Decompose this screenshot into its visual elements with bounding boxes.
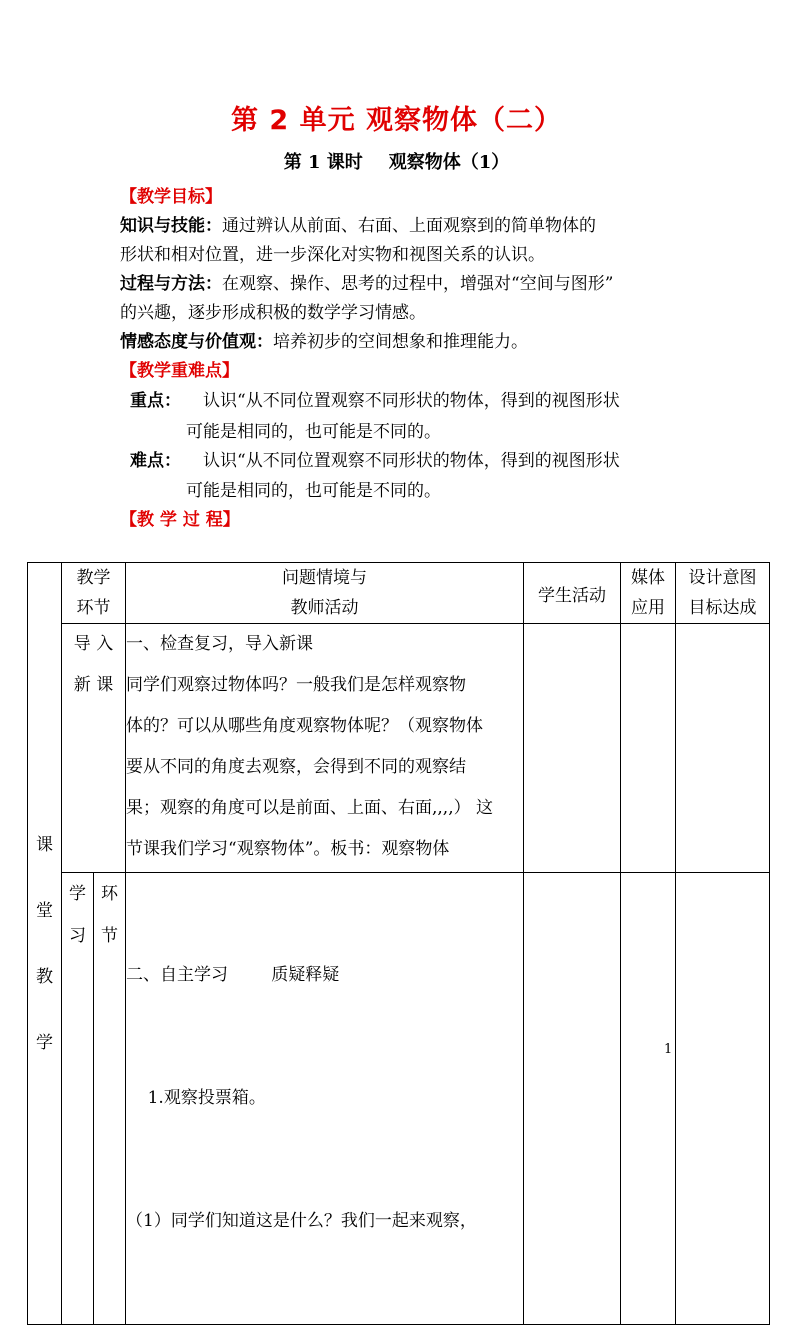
header-stage [62,563,126,624]
study-line-1: 二、自主学习 质疑释疑 [126,965,340,985]
study-activity-cell [126,873,524,1325]
diff-text-2: 可能是相同的，也可能是不同的。 [186,481,441,501]
intro-activity-cell [126,624,524,873]
knowledge-label: 知识与技能： [120,216,222,236]
header-media-line-2: 应用 [631,598,665,618]
intro-line-3: 体的？可以从哪些角度观察物体呢？（观察物体 [126,716,483,736]
stage-intro-cell [62,624,126,873]
header-media-line-1: 媒体 [631,568,665,588]
process-text-2: 的兴趣，逐步形成积极的数学学习情感。 [120,303,426,323]
diff-line-1 [130,450,620,472]
keypoints-heading: 【教学重难点】 [120,361,239,381]
intro-student-cell [524,624,621,873]
header-situation-line-2: 教师活动 [290,598,359,618]
header-situation-line-1: 问题情境与 [282,568,367,588]
intro-line-5: 果；观察的角度可以是前面、上面、右面,,,,） 这 [126,798,494,818]
key-label: 重点： [130,391,181,411]
header-situation [126,563,524,624]
header-stage-line-1: 教学 [76,568,111,588]
lesson-number: 第 1 课时 [283,152,363,173]
stage-study-char-1: 学 [69,884,86,904]
header-design-line-2: 目标达成 [688,598,757,618]
side-column-classroom-teaching [28,563,62,1325]
stage-study-char-4: 节 [101,926,118,946]
knowledge-text-1: 通过辨认从前面、右面、上面观察到的简单物体的 [222,216,596,236]
header-stage-line-2: 环节 [76,598,111,618]
emotion-text: 培养初步的空间想象和推理能力。 [273,332,528,352]
diff-label: 难点： [130,451,181,471]
key-text-2: 可能是相同的，也可能是不同的。 [186,422,441,442]
intro-design-cell [676,624,770,873]
lesson-plan-table [27,562,770,1325]
intro-line-4: 要从不同的角度去观察，会得到不同的观察结 [126,757,466,777]
unit-title: 第 2 单元 观察物体（二） [231,105,562,136]
intro-media-cell [621,624,676,873]
page-number: 1 [664,1042,673,1057]
side-char-1: 课 [36,834,53,855]
intro-line-2: 同学们观察过物体吗？一般我们是怎样观察物 [126,675,466,695]
header-design-line-1: 设计意图 [688,568,757,588]
key-line-1 [130,390,620,412]
study-media-cell [621,873,676,1325]
knowledge-line-1 [120,215,596,237]
study-design-cell [676,873,770,1325]
intro-line-6: 节课我们学习“观察物体”。板书：观察物体 [126,839,450,859]
knowledge-text-2: 形状和相对位置，进一步深化对实物和视图关系的认识。 [120,245,545,265]
study-line-2: 1.观察投票箱。 [126,1088,266,1108]
header-student-activity: 学生活动 [524,563,621,624]
process-label: 过程与方法： [120,274,222,294]
process-text-1: 在观察、操作、思考的过程中，增强对“空间与图形” [222,274,614,294]
side-char-4: 学 [36,1032,53,1053]
emotion-line [120,331,528,353]
key-text-1: 认识“从不同位置观察不同形状的物体，得到的视图形状 [203,391,620,411]
stage-study-col-a [62,873,94,1325]
side-char-2: 堂 [36,900,53,921]
stage-intro-line-1: 导 入 [73,634,114,654]
intro-line-1: 一、检查复习，导入新课 [126,634,313,654]
stage-intro-line-2: 新 课 [73,675,114,695]
emotion-label: 情感态度与价值观： [120,332,273,352]
lesson-topic: 观察物体（1） [388,152,510,173]
stage-study-char-2: 习 [69,926,86,946]
process-line-1 [120,273,613,295]
diff-text-1: 认识“从不同位置观察不同形状的物体，得到的视图形状 [203,451,620,471]
lesson-subtitle [0,148,793,174]
process-heading: 【教 学 过 程】 [120,510,240,530]
study-line-3: （1）同学们知道这是什么？我们一起来观察， [126,1211,477,1231]
header-media [621,563,676,624]
objectives-heading: 【教学目标】 [120,187,222,207]
header-design [676,563,770,624]
study-student-cell [524,873,621,1325]
stage-study-col-b [94,873,126,1325]
stage-study-char-3: 环 [101,884,118,904]
side-char-3: 教 [36,966,53,987]
